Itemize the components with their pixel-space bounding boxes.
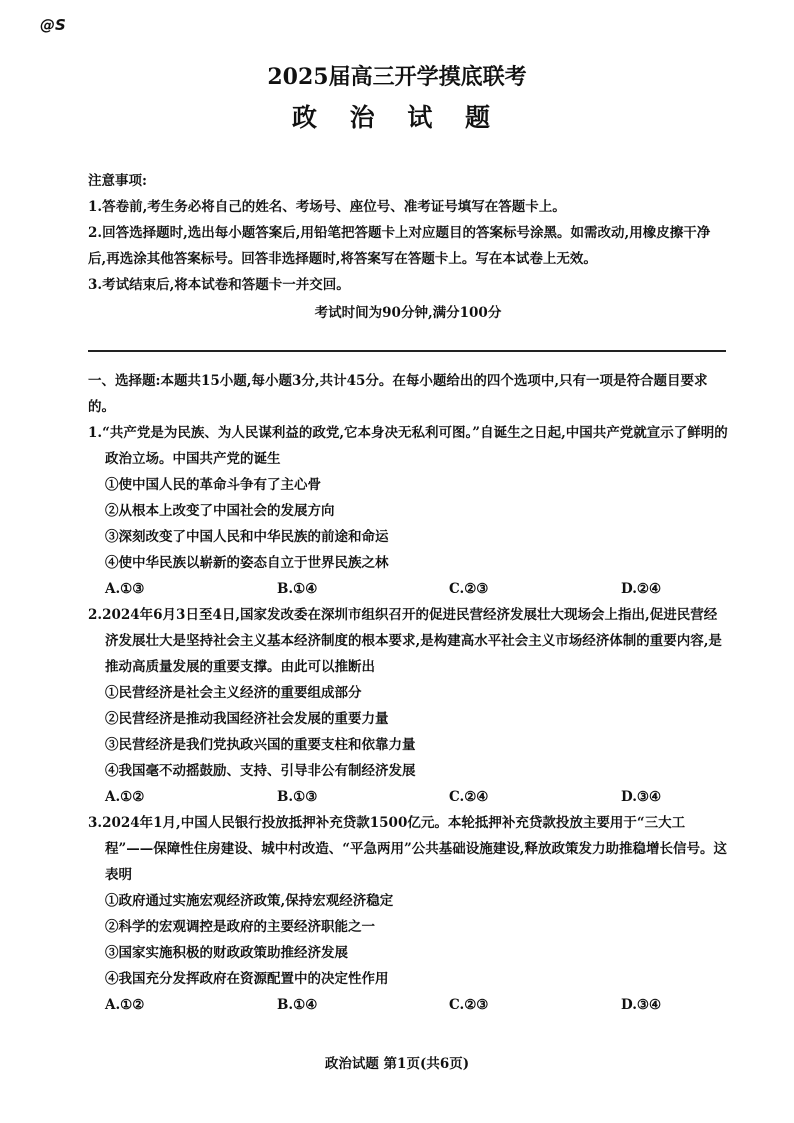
answer-options [88, 992, 728, 1018]
statement-3: ③国家实施积极的财政政策助推经济发展 [105, 945, 348, 961]
option-d: D.③④ [621, 997, 662, 1013]
option-a: A.①② [105, 789, 145, 805]
exam-subject-title: 政 治 试 题 [291, 103, 503, 132]
section-header: 一、选择题:本题共15小题,每小题3分,共计45分。在每小题给出的四个选项中,只有一项是符合题目要求的。 [88, 373, 708, 415]
option-c: C.②③ [449, 581, 489, 597]
statement-3: ③深刻改变了中国人民和中华民族的前途和命运 [105, 529, 389, 545]
corner-mark: @S [40, 16, 66, 34]
statement-2: ②民营经济是推动我国经济社会发展的重要力量 [105, 711, 389, 727]
exam-title: 2025届高三开学摸底联考 [267, 64, 527, 90]
notice-section [88, 168, 728, 326]
statement-2: ②从根本上改变了中国社会的发展方向 [105, 503, 335, 519]
questions-section [88, 368, 728, 1018]
statement-4: ④我国毫不动摇鼓励、支持、引导非公有制经济发展 [105, 763, 416, 779]
statement-1: ①政府通过实施宏观经济政策,保持宏观经济稳定 [105, 893, 394, 909]
option-b: B.①③ [277, 789, 318, 805]
notice-item-1: 1.答卷前,考生务必将自己的姓名、考场号、座位号、准考证号填写在答题卡上。 [88, 199, 566, 215]
option-a: A.①③ [105, 581, 145, 597]
exam-time-line: 考试时间为90分钟,满分100分 [314, 305, 502, 321]
question-1 [88, 420, 728, 602]
statement-1: ①使中国人民的革命斗争有了主心骨 [105, 477, 321, 493]
statement-4: ④我国充分发挥政府在资源配置中的决定性作用 [105, 971, 389, 987]
option-c: C.②③ [449, 997, 489, 1013]
question-2 [88, 602, 728, 810]
statement-4: ④使中华民族以崭新的姿态自立于世界民族之林 [105, 555, 389, 571]
option-b: B.①④ [277, 581, 318, 597]
statement-3: ③民营经济是我们党执政兴国的重要支柱和依靠力量 [105, 737, 416, 753]
notice-item-2: 2.回答选择题时,选出每小题答案后,用铅笔把答题卡上对应题目的答案标号涂黑。如需改动,用橡皮擦干净后,再选涂其他答案标号。回答非选择题时,将答案写在答题卡上。写在本试卷上无效。 [88, 225, 711, 267]
page-footer: 政治试题 第1页(共6页) [324, 1056, 470, 1072]
option-d: D.③④ [621, 789, 662, 805]
option-c: C.②④ [449, 789, 489, 805]
question-stem: 3.2024年1月,中国人民银行投放抵押补充贷款1500亿元。本轮抵押补充贷款投放主要用于“三大工程”——保障性住房建设、城中村改造、“平急两用”公共基础设施建设,释放政策发力助推稳增长信号。这表明 [88, 815, 727, 883]
question-stem: 1.“共产党是为民族、为人民谋利益的政党,它本身决无私利可图。”自诞生之日起,中国共产党就宣示了鲜明的政治立场。中国共产党的诞生 [88, 425, 728, 467]
option-b: B.①④ [277, 997, 318, 1013]
divider-line [88, 350, 726, 352]
option-d: D.②④ [621, 581, 662, 597]
statement-2: ②科学的宏观调控是政府的主要经济职能之一 [105, 919, 375, 935]
notice-heading: 注意事项: [88, 173, 147, 189]
statement-1: ①民营经济是社会主义经济的重要组成部分 [105, 685, 362, 701]
answer-options [88, 784, 728, 810]
answer-options [88, 576, 728, 602]
question-3 [88, 810, 728, 1018]
notice-item-3: 3.考试结束后,将本试卷和答题卡一并交回。 [88, 277, 350, 293]
question-stem: 2.2024年6月3日至4日,国家发改委在深圳市组织召开的促进民营经济发展壮大现场会上指出,促进民营经济发展壮大是坚持社会主义基本经济制度的根本要求,是构建高水平社会主义市场经济体制的重要内容,是推动高质量发展的重要支撑。由此可以推断出 [88, 607, 722, 675]
option-a: A.①② [105, 997, 145, 1013]
